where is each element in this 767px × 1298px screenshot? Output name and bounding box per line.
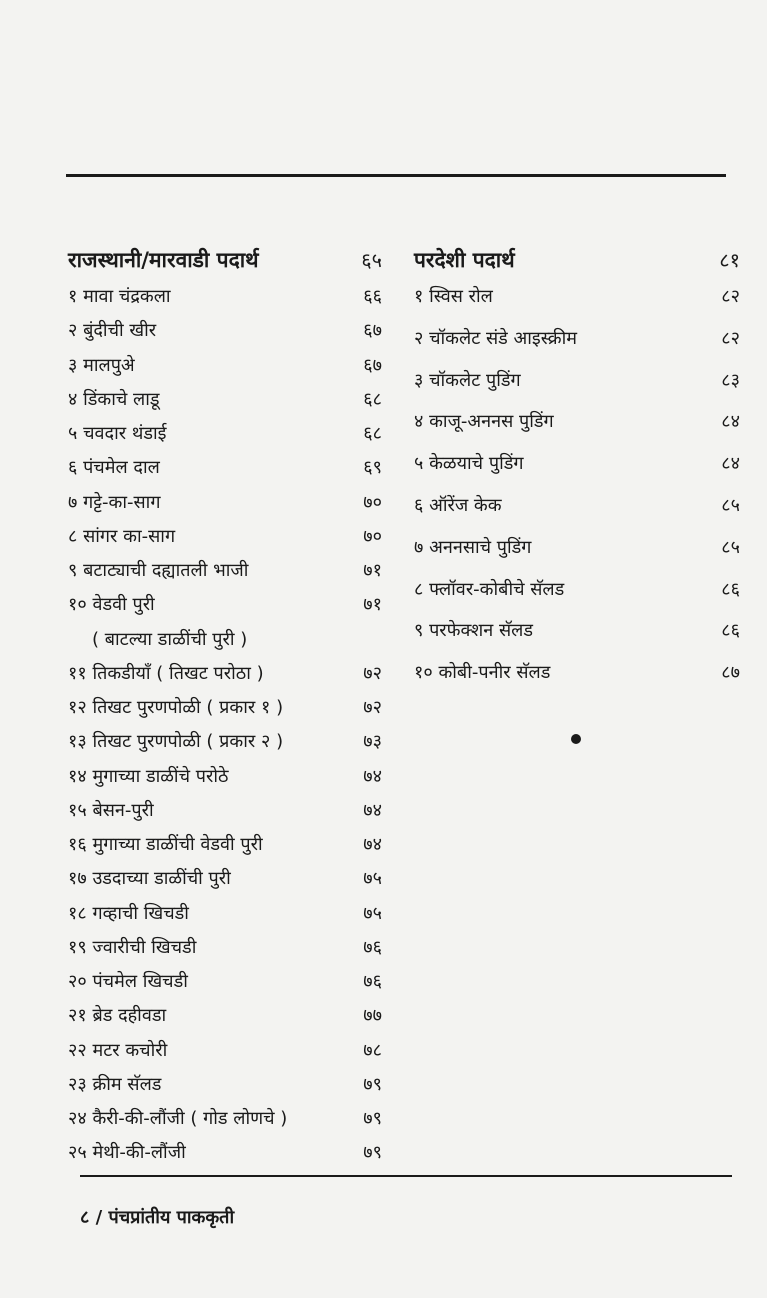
toc-entry-page: ८७ (721, 662, 740, 684)
toc-entry-page: ७२ (363, 662, 382, 684)
toc-entry-title: ( बाटल्या डाळींची पुरी ) (92, 628, 248, 650)
toc-entry-page: ७५ (363, 902, 382, 924)
toc-entry-title: २३ क्रीम सॅलड (68, 1073, 162, 1095)
toc-entry-title: ९ बटाट्याची दह्यातली भाजी (68, 560, 249, 581)
section-heading-page: ६५ (361, 248, 382, 272)
toc-entry (68, 387, 382, 421)
section-heading-foreign (414, 244, 740, 284)
toc-entry-page: ८६ (721, 620, 740, 642)
toc-entry-title: १ मावा चंद्रकला (68, 286, 171, 307)
toc-entry (68, 832, 382, 866)
toc-entry-page: ८५ (721, 536, 740, 558)
toc-entry-page: ६७ (363, 354, 382, 376)
toc-entry (414, 451, 740, 493)
toc-entry (68, 455, 382, 489)
toc-column-foreign (414, 244, 740, 702)
section-heading-rajasthani (68, 244, 382, 284)
bottom-rule (80, 1175, 732, 1177)
toc-entry (68, 1072, 382, 1106)
toc-entry-page: ६८ (363, 423, 382, 444)
toc-entry-title: ५ केळयाचे पुडिंग (414, 453, 524, 475)
toc-entry-page: ७६ (363, 971, 382, 992)
toc-entry-title: ८ सांगर का-साग (68, 525, 176, 547)
toc-entry-page: ६८ (363, 388, 382, 410)
toc-entry-page: ७४ (363, 834, 382, 855)
toc-entry-title: २ बुंदीची खीर (68, 320, 157, 342)
toc-entry (68, 524, 382, 558)
toc-entry (68, 729, 382, 763)
toc-entry-title: ९ परफेक्शन सॅलड (414, 620, 533, 642)
toc-column-rajasthani (68, 244, 382, 1175)
toc-entry-title: १० कोबी-पनीर सॅलड (414, 662, 551, 684)
section-heading-page: ८१ (719, 248, 740, 272)
toc-entry-page: ६७ (363, 320, 382, 342)
toc-entry (68, 935, 382, 969)
toc-entry-page: ८६ (721, 578, 740, 600)
toc-entry-page: ७४ (363, 799, 382, 821)
toc-entry (68, 866, 382, 900)
toc-list-foreign (414, 284, 740, 702)
toc-entry (68, 592, 382, 626)
toc-entry (414, 368, 740, 410)
toc-entry-page: ६६ (363, 286, 382, 307)
toc-entry-page: ७० (363, 491, 382, 513)
section-heading-title: परदेशी पदार्थ (414, 248, 515, 272)
toc-entry (68, 798, 382, 832)
section-heading-title: राजस्थानी/मारवाडी पदार्थ (68, 248, 259, 272)
toc-entry-title: १७ उडदाच्या डाळींची पुरी (68, 868, 231, 890)
toc-entry (68, 1038, 382, 1072)
toc-entry-title: २४ कैरी-की-लौंजी ( गोड लोणचे ) (68, 1108, 288, 1129)
toc-entry-title: २२ मटर कचोरी (68, 1039, 168, 1061)
toc-entry-page: ८२ (721, 327, 740, 349)
toc-entry (414, 577, 740, 619)
toc-entry-page: ७१ (363, 594, 382, 616)
toc-entry (68, 969, 382, 1003)
toc-entry-title: २० पंचमेल खिचडी (68, 971, 188, 992)
toc-entry-page: ६९ (363, 457, 382, 479)
toc-entry (414, 326, 740, 368)
top-rule (66, 174, 726, 177)
toc-entry (68, 627, 382, 661)
toc-entry-page: ७६ (363, 936, 382, 958)
toc-entry (68, 1140, 382, 1174)
toc-entry-title: ७ अननसाचे पुडिंग (414, 536, 532, 558)
toc-entry (68, 764, 382, 798)
toc-entry-title: ८ फ्लॉवर-कोबीचे सॅलड (414, 578, 565, 600)
toc-entry-title: २१ ब्रेड दहीवडा (68, 1005, 167, 1027)
toc-entry (68, 318, 382, 352)
toc-entry-page: ७३ (363, 731, 382, 753)
toc-entry-page: ७२ (363, 697, 382, 718)
toc-entry (414, 660, 740, 702)
toc-entry (68, 1003, 382, 1037)
toc-entry (68, 1106, 382, 1140)
toc-entry-page: ७८ (363, 1039, 382, 1061)
toc-entry-page: ७१ (363, 560, 382, 581)
toc-entry (68, 695, 382, 729)
toc-entry (414, 409, 740, 451)
toc-entry-page: ७० (363, 525, 382, 547)
page-footer: ८ / पंचप्रांतीय पाककृती (80, 1207, 235, 1228)
toc-entry-page: ८२ (721, 286, 740, 307)
toc-entry (68, 353, 382, 387)
toc-entry-title: ४ डिंकाचे लाडू (68, 388, 160, 410)
toc-entry-title: १९ ज्वारीची खिचडी (68, 936, 197, 958)
toc-entry-title: ७ गट्टे-का-साग (68, 491, 161, 513)
toc-entry-page: ७४ (363, 765, 382, 787)
toc-entry-title: १० वेडवी पुरी (68, 594, 155, 616)
toc-entry (68, 558, 382, 592)
toc-entry-page: ७७ (363, 1005, 382, 1027)
toc-entry-title: ३ मालपुअे (68, 354, 135, 376)
toc-entry (414, 618, 740, 660)
toc-entry-page: ८४ (721, 411, 740, 433)
toc-entry-title: १८ गव्हाची खिचडी (68, 902, 189, 924)
toc-entry-title: १६ मुगाच्या डाळींची वेडवी पुरी (68, 834, 263, 855)
toc-entry (68, 421, 382, 455)
toc-entry (68, 901, 382, 935)
toc-entry-page: ७९ (363, 1073, 382, 1095)
toc-entry (68, 661, 382, 695)
toc-entry-page: ८४ (721, 453, 740, 475)
toc-entry-title: ११ तिकडीयाँ ( तिखट परोठा ) (68, 662, 264, 684)
toc-entry (68, 490, 382, 524)
toc-entry-title: १५ बेसन-पुरी (68, 799, 154, 821)
toc-entry-title: १३ तिखट पुरणपोळी ( प्रकार २ ) (68, 731, 284, 753)
toc-entry-page: ८३ (721, 369, 740, 391)
toc-list-rajasthani (68, 284, 382, 1175)
toc-entry (414, 493, 740, 535)
toc-entry (414, 535, 740, 577)
toc-entry-title: ४ काजू-अननस पुडिंग (414, 411, 554, 433)
toc-entry-title: १२ तिखट पुरणपोळी ( प्रकार १ ) (68, 697, 284, 718)
toc-entry-page: ७९ (363, 1108, 382, 1129)
toc-entry-title: २ चॉकलेट संडे आइस्क्रीम (414, 327, 578, 349)
ink-dot (571, 734, 581, 744)
toc-entry-page: ७५ (363, 868, 382, 890)
toc-entry-title: ३ चॉकलेट पुडिंग (414, 369, 521, 391)
toc-entry-title: ६ ऑरेंज केक (414, 494, 502, 516)
toc-entry (414, 284, 740, 326)
toc-entry-title: ६ पंचमेल दाल (68, 457, 160, 479)
toc-entry-title: १४ मुगाच्या डाळींचे परोठे (68, 765, 229, 787)
toc-entry-page: ७९ (363, 1142, 382, 1164)
toc-entry (68, 284, 382, 318)
toc-entry-title: १ स्विस रोल (414, 286, 493, 307)
toc-entry-title: २५ मेथी-की-लौंजी (68, 1142, 186, 1164)
toc-entry-page: ८५ (721, 494, 740, 516)
toc-entry-title: ५ चवदार थंडाई (68, 423, 167, 444)
